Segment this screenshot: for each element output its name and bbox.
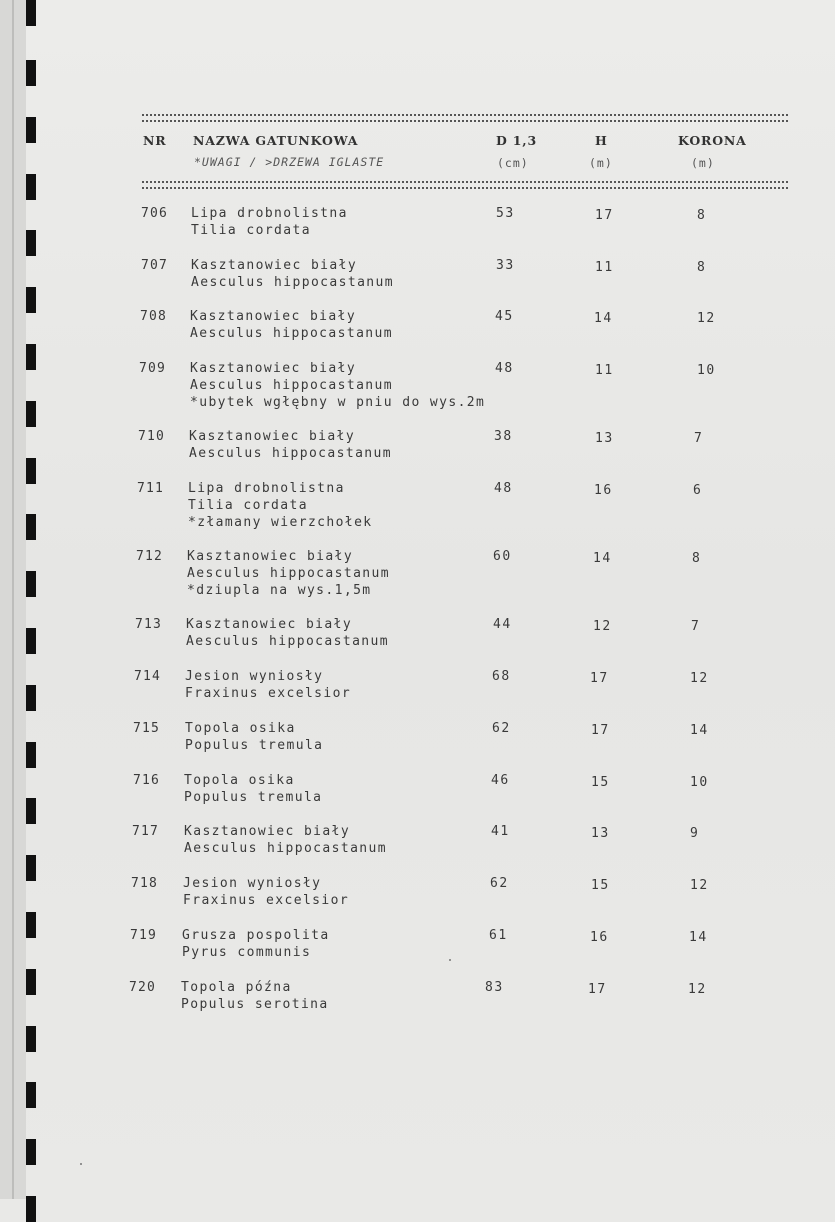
table-row	[0, 309, 835, 361]
crown-width: 8	[692, 551, 702, 566]
tree-number: 717	[132, 824, 160, 839]
table-row	[0, 549, 835, 601]
feed-hole	[26, 0, 36, 26]
species-polish-name: Jesion wyniosły	[185, 669, 324, 684]
crown-width: 9	[690, 826, 700, 841]
tree-remark: *ubytek wgłębny w pniu do wys.2m	[190, 395, 486, 410]
species-latin-name: Aesculus hippocastanum	[187, 566, 390, 581]
species-polish-name: Lipa drobnolistna	[188, 481, 345, 496]
species-polish-name: Kasztanowiec biały	[186, 617, 353, 632]
crown-width: 12	[688, 982, 707, 997]
table-row	[0, 721, 835, 773]
species-polish-name: Kasztanowiec biały	[187, 549, 354, 564]
tree-number: 718	[131, 876, 159, 891]
crown-width: 12	[690, 671, 709, 686]
tree-number: 716	[133, 773, 161, 788]
table-row	[0, 258, 835, 310]
trunk-diameter: 41	[491, 824, 510, 839]
species-polish-name: Kasztanowiec biały	[189, 429, 356, 444]
tree-number: 720	[129, 980, 157, 995]
header-notes-legend: *UWAGI / >DRZEWA IGLASTE	[194, 155, 385, 169]
tree-height: 15	[591, 775, 610, 790]
table-row	[0, 773, 835, 825]
feed-hole	[26, 60, 36, 86]
crown-width: 14	[689, 930, 708, 945]
species-latin-name: Aesculus hippocastanum	[189, 446, 392, 461]
trunk-diameter: 61	[489, 928, 508, 943]
header-d13-unit: (cm)	[497, 156, 529, 170]
tree-height: 16	[594, 483, 613, 498]
tree-number: 709	[139, 361, 167, 376]
species-latin-name: Aesculus hippocastanum	[186, 634, 389, 649]
species-polish-name: Topola późna	[181, 980, 292, 995]
species-latin-name: Tilia cordata	[191, 223, 311, 238]
table-row	[0, 669, 835, 721]
trunk-diameter: 45	[495, 309, 514, 324]
header-h-unit: (m)	[589, 156, 613, 170]
tree-number: 719	[130, 928, 158, 943]
species-latin-name: Pyrus communis	[182, 945, 312, 960]
species-polish-name: Topola osika	[184, 773, 295, 788]
table-row	[0, 206, 835, 258]
crown-width: 12	[690, 878, 709, 893]
species-latin-name: Aesculus hippocastanum	[191, 275, 394, 290]
crown-width: 14	[690, 723, 709, 738]
species-latin-name: Aesculus hippocastanum	[184, 841, 387, 856]
tree-height: 15	[591, 878, 610, 893]
tree-number: 707	[141, 258, 169, 273]
tree-height: 17	[588, 982, 607, 997]
tree-number: 711	[137, 481, 165, 496]
feed-hole	[26, 1196, 36, 1222]
crown-width: 10	[690, 775, 709, 790]
crown-width: 6	[693, 483, 703, 498]
species-latin-name: Tilia cordata	[188, 498, 308, 513]
tree-number: 714	[134, 669, 162, 684]
species-polish-name: Jesion wyniosły	[183, 876, 322, 891]
header-top-separator	[142, 114, 788, 122]
species-polish-name: Lipa drobnolistna	[191, 206, 348, 221]
tree-number: 706	[141, 206, 169, 221]
paper-speck	[80, 1163, 82, 1165]
tree-height: 12	[593, 619, 612, 634]
tree-height: 16	[590, 930, 609, 945]
header-nr: NR	[143, 133, 167, 148]
crown-width: 7	[694, 431, 704, 446]
feed-hole	[26, 1139, 36, 1165]
tree-number: 708	[140, 309, 168, 324]
table-row	[0, 824, 835, 876]
trunk-diameter: 60	[493, 549, 512, 564]
species-latin-name: Aesculus hippocastanum	[190, 378, 393, 393]
trunk-diameter: 83	[485, 980, 504, 995]
species-polish-name: Kasztanowiec biały	[184, 824, 351, 839]
table-row	[0, 617, 835, 669]
trunk-diameter: 62	[490, 876, 509, 891]
tree-height: 11	[595, 260, 614, 275]
species-latin-name: Populus tremula	[185, 738, 324, 753]
tree-number: 713	[135, 617, 163, 632]
tree-height: 17	[595, 208, 614, 223]
species-latin-name: Fraxinus excelsior	[183, 893, 350, 908]
table-row	[0, 361, 835, 413]
table-row	[0, 429, 835, 481]
header-h: H	[595, 133, 608, 148]
species-polish-name: Kasztanowiec biały	[191, 258, 358, 273]
table-row	[0, 980, 835, 1032]
tree-number: 710	[138, 429, 166, 444]
tree-remark: *dziupla na wys.1,5m	[187, 583, 372, 598]
tree-number: 712	[136, 549, 164, 564]
crown-width: 7	[691, 619, 701, 634]
tree-height: 13	[595, 431, 614, 446]
species-latin-name: Populus tremula	[184, 790, 323, 805]
species-polish-name: Kasztanowiec biały	[190, 309, 357, 324]
species-latin-name: Fraxinus excelsior	[185, 686, 352, 701]
trunk-diameter: 62	[492, 721, 511, 736]
feed-hole	[26, 117, 36, 143]
crown-width: 8	[697, 208, 707, 223]
trunk-diameter: 44	[493, 617, 512, 632]
tree-height: 14	[594, 311, 613, 326]
header-korona: KORONA	[678, 133, 747, 148]
header-species-name: NAZWA GATUNKOWA	[193, 133, 359, 148]
header-d13: D 1,3	[496, 133, 537, 148]
table-row	[0, 928, 835, 980]
tree-height: 17	[591, 723, 610, 738]
crown-width: 12	[697, 311, 716, 326]
trunk-diameter: 46	[491, 773, 510, 788]
paper-speck	[449, 959, 451, 961]
species-polish-name: Topola osika	[185, 721, 296, 736]
trunk-diameter: 48	[495, 361, 514, 376]
trunk-diameter: 53	[496, 206, 515, 221]
feed-hole	[26, 174, 36, 200]
tree-remark: *złamany wierzchołek	[188, 515, 373, 530]
tree-height: 11	[595, 363, 614, 378]
tree-height: 13	[591, 826, 610, 841]
trunk-diameter: 48	[494, 481, 513, 496]
trunk-diameter: 38	[494, 429, 513, 444]
species-latin-name: Populus serotina	[181, 997, 329, 1012]
feed-hole	[26, 1082, 36, 1108]
species-latin-name: Aesculus hippocastanum	[190, 326, 393, 341]
species-polish-name: Kasztanowiec biały	[190, 361, 357, 376]
tree-height: 17	[590, 671, 609, 686]
header-korona-unit: (m)	[691, 156, 715, 170]
table-row	[0, 876, 835, 928]
tree-height: 14	[593, 551, 612, 566]
header-bottom-separator	[142, 181, 788, 189]
trunk-diameter: 33	[496, 258, 515, 273]
crown-width: 8	[697, 260, 707, 275]
species-polish-name: Grusza pospolita	[182, 928, 330, 943]
table-row	[0, 481, 835, 533]
tree-number: 715	[133, 721, 161, 736]
trunk-diameter: 68	[492, 669, 511, 684]
crown-width: 10	[697, 363, 716, 378]
